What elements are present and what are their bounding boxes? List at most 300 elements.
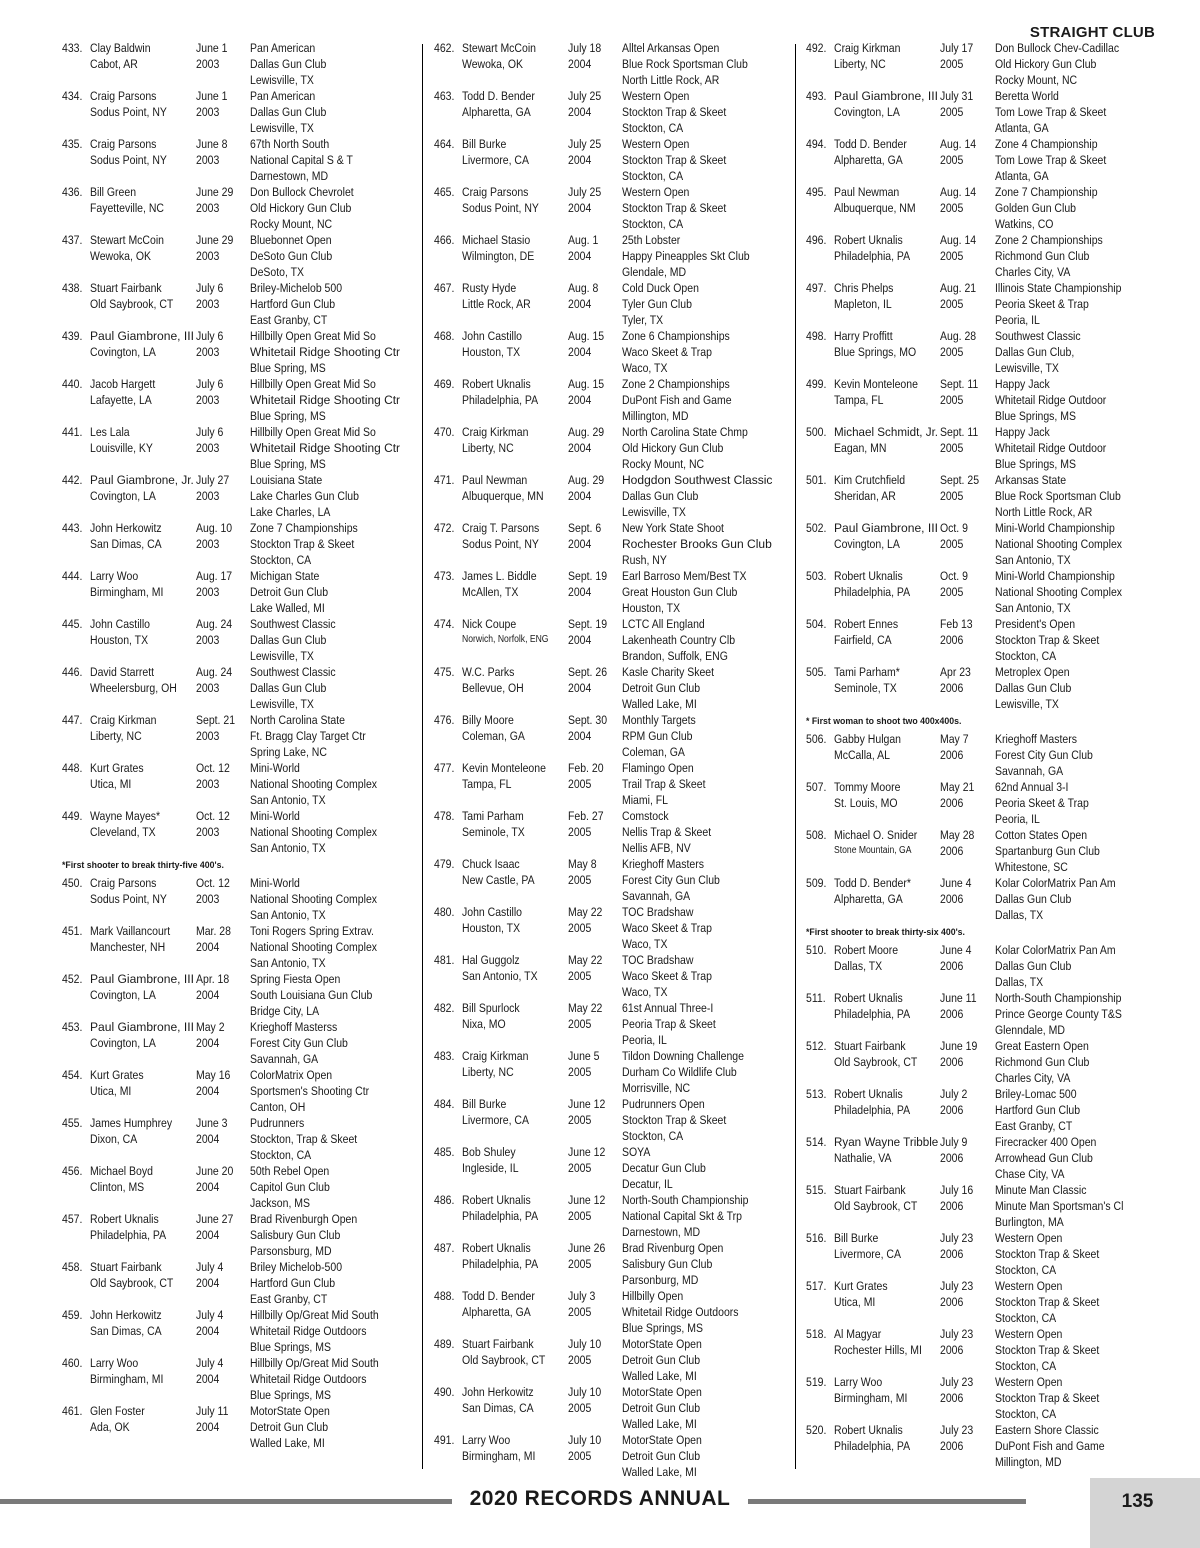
- record-date: Apr. 18: [196, 972, 230, 986]
- club-location: Decatur, IL: [622, 1177, 673, 1191]
- shooter-hometown: Albuquerque, NM: [834, 201, 916, 215]
- record-entry: [62, 875, 407, 923]
- club-name: Forest City Gun Club: [995, 748, 1093, 762]
- club-location: Lewisville, TX: [622, 505, 686, 519]
- club-name: Whitetail Ridge Outdoors: [250, 1324, 367, 1338]
- record-year: 2005: [940, 345, 964, 359]
- record-number: 438.: [62, 281, 83, 295]
- record-entry: [434, 1000, 789, 1048]
- event-name: Cotton States Open: [995, 828, 1088, 842]
- event-name: Don Bullock Chevrolet: [250, 185, 354, 199]
- record-entry: [434, 808, 789, 856]
- club-location: Lewisville, TX: [995, 697, 1059, 711]
- record-year: 2005: [568, 777, 592, 791]
- record-number: 506.: [806, 732, 827, 746]
- shooter-hometown: Tampa, FL: [462, 777, 512, 791]
- club-name: RPM Gun Club: [622, 729, 693, 743]
- record-year: 2003: [196, 393, 220, 407]
- club-name: Whitetail Ridge Shooting Ctr: [250, 441, 401, 455]
- club-name: Richmond Gun Club: [995, 1055, 1090, 1069]
- shooter-hometown: Nixa, MO: [462, 1017, 506, 1031]
- record-date: June 12: [568, 1097, 606, 1111]
- event-name: Illinois State Championship: [995, 281, 1122, 295]
- record-entry: [434, 376, 789, 424]
- record-date: Feb. 27: [568, 809, 604, 823]
- club-name: Whitetail Ridge Outdoors: [622, 1305, 739, 1319]
- shooter-hometown: Birmingham, MI: [834, 1391, 908, 1405]
- record-entry: [806, 731, 1161, 779]
- page-number: 135: [1121, 1491, 1154, 1512]
- record-date: June 5: [568, 1049, 600, 1063]
- shooter-hometown: Philadelphia, PA: [462, 393, 539, 407]
- club-name: Ft. Bragg Clay Target Ctr: [250, 729, 366, 743]
- shooter-hometown: Covington, LA: [90, 489, 156, 503]
- record-year: 2004: [568, 153, 592, 167]
- record-number: 519.: [806, 1375, 827, 1389]
- club-name: Stockton Trap & Skeet: [622, 1113, 727, 1127]
- record-number: 498.: [806, 329, 827, 343]
- shooter-hometown: Lafayette, LA: [90, 393, 152, 407]
- record-number: 490.: [434, 1385, 455, 1399]
- record-entry: [434, 472, 789, 520]
- record-entry: [62, 1019, 407, 1067]
- club-location: San Antonio, TX: [995, 601, 1071, 615]
- event-name: 67th North South: [250, 137, 330, 151]
- record-entry: [62, 136, 407, 184]
- record-number: 449.: [62, 809, 83, 823]
- club-name: Decatur Gun Club: [622, 1161, 706, 1175]
- record-entry: [434, 88, 789, 136]
- record-entry: [62, 232, 407, 280]
- record-date: June 27: [196, 1212, 234, 1226]
- record-entry: [62, 88, 407, 136]
- event-name: Michigan State: [250, 569, 320, 583]
- shooter-name: Mark Vaillancourt: [90, 924, 171, 938]
- shooter-name: Jacob Hargett: [90, 377, 156, 391]
- event-name: Toni Rogers Spring Extrav.: [250, 924, 374, 938]
- club-location: Jackson, MS: [250, 1196, 310, 1210]
- club-location: Savannah, GA: [622, 889, 691, 903]
- club-name: National Capital S & T: [250, 153, 353, 167]
- record-entry: [806, 1086, 1161, 1134]
- record-year: 2004: [568, 489, 592, 503]
- event-name: Western Open: [622, 137, 690, 151]
- shooter-name: Craig Parsons: [90, 876, 157, 890]
- shooter-hometown: Birmingham, MI: [90, 585, 164, 599]
- record-number: 477.: [434, 761, 455, 775]
- record-date: Oct. 9: [940, 521, 968, 535]
- shooter-name: Paul Newman: [834, 185, 900, 199]
- club-name: Prince George County T&S: [995, 1007, 1122, 1021]
- club-location: Stockton, CA: [250, 553, 312, 567]
- shooter-name: John Herkowitz: [90, 1308, 162, 1322]
- record-date: Feb 13: [940, 617, 973, 631]
- event-name: Mini-World: [250, 876, 300, 890]
- shooter-hometown: Livermore, CA: [462, 153, 529, 167]
- club-location: North Little Rock, AR: [622, 73, 720, 87]
- record-entry: [434, 40, 789, 88]
- club-name: Spartanburg Gun Club: [995, 844, 1100, 858]
- record-year: 2004: [196, 1228, 220, 1242]
- record-date: Oct. 9: [940, 569, 968, 583]
- record-date: July 6: [196, 425, 224, 439]
- club-location: Burlington, MA: [995, 1215, 1064, 1229]
- club-location: Whitestone, SC: [995, 860, 1068, 874]
- club-location: Charles City, VA: [995, 265, 1071, 279]
- record-date: July 6: [196, 329, 224, 343]
- event-name: Bluebonnet Open: [250, 233, 332, 247]
- club-location: Blue Springs, MS: [995, 457, 1076, 471]
- record-date: July 11: [196, 1404, 229, 1418]
- event-name: Western Open: [622, 185, 690, 199]
- club-location: Peoria, IL: [622, 1033, 667, 1047]
- record-date: July 6: [196, 281, 224, 295]
- record-year: 2005: [568, 1161, 592, 1175]
- record-year: 2005: [568, 1113, 592, 1127]
- shooter-name: Bill Burke: [462, 1097, 507, 1111]
- shooter-hometown: Coleman, GA: [462, 729, 525, 743]
- club-name: Stockton Trap & Skeet: [622, 201, 727, 215]
- club-name: Dallas Gun Club: [250, 681, 327, 695]
- record-number: 514.: [806, 1135, 827, 1149]
- record-number: 515.: [806, 1183, 827, 1197]
- record-number: 448.: [62, 761, 83, 775]
- record-year: 2006: [940, 681, 964, 695]
- club-location: Lake Charles, LA: [250, 505, 331, 519]
- record-year: 2004: [196, 940, 220, 954]
- record-year: 2004: [196, 1132, 220, 1146]
- record-number: 457.: [62, 1212, 83, 1226]
- footer-rule-right: [748, 1499, 1026, 1504]
- record-year: 2005: [568, 921, 592, 935]
- event-name: Beretta World: [995, 89, 1059, 103]
- shooter-name: Rusty Hyde: [462, 281, 517, 295]
- shooter-hometown: Alpharetta, GA: [462, 1305, 531, 1319]
- club-name: Dallas Gun Club: [250, 633, 327, 647]
- record-year: 2004: [568, 585, 592, 599]
- record-number: 470.: [434, 425, 455, 439]
- club-location: Lake Walled, MI: [250, 601, 325, 615]
- shooter-name: Larry Woo: [462, 1433, 511, 1447]
- club-name: Lake Charles Gun Club: [250, 489, 359, 503]
- club-location: Walled Lake, MI: [622, 1369, 697, 1383]
- record-year: 2005: [940, 537, 964, 551]
- record-date: July 25: [568, 137, 602, 151]
- event-name: 50th Rebel Open: [250, 1164, 330, 1178]
- shooter-name: Robert Uknalis: [834, 233, 903, 247]
- record-date: Sept. 6: [568, 521, 602, 535]
- record-date: Aug. 17: [196, 569, 233, 583]
- event-name: Mini-World: [250, 809, 300, 823]
- record-date: June 3: [196, 1116, 228, 1130]
- record-number: 474.: [434, 617, 455, 631]
- record-year: 2006: [940, 796, 964, 810]
- shooter-hometown: Fayetteville, NC: [90, 201, 164, 215]
- event-name: TOC Bradshaw: [622, 953, 694, 967]
- record-year: 2005: [940, 201, 964, 215]
- event-name: Zone 7 Championship: [995, 185, 1098, 199]
- event-name: Krieghoff Masters: [622, 857, 704, 871]
- footnote: *First shooter to break thirty-five 400's.: [62, 860, 224, 871]
- event-name: LCTC All England: [622, 617, 705, 631]
- shooter-hometown: Old Saybrook, CT: [834, 1055, 918, 1069]
- event-name: Pudrunners Open: [622, 1097, 705, 1111]
- record-year: 2004: [568, 441, 592, 455]
- record-number: 497.: [806, 281, 827, 295]
- record-number: 501.: [806, 473, 827, 487]
- shooter-hometown: San Dimas, CA: [90, 537, 162, 551]
- shooter-hometown: Eagan, MN: [834, 441, 887, 455]
- shooter-hometown: Louisville, KY: [90, 441, 153, 455]
- club-name: Tom Lowe Trap & Skeet: [995, 153, 1107, 167]
- shooter-name: Glen Foster: [90, 1404, 145, 1418]
- club-location: Morrisville, NC: [622, 1081, 691, 1095]
- shooter-name: Michael Boyd: [90, 1164, 153, 1178]
- record-year: 2003: [196, 892, 220, 906]
- record-year: 2006: [940, 1055, 964, 1069]
- shooter-name: Kurt Grates: [90, 1068, 144, 1082]
- club-name: Whitetail Ridge Outdoor: [995, 441, 1107, 455]
- record-year: 2006: [940, 1007, 964, 1021]
- record-year: 2004: [568, 249, 592, 263]
- shooter-name: Bill Spurlock: [462, 1001, 520, 1015]
- club-name: Peoria Skeet & Trap: [995, 297, 1089, 311]
- club-location: Lewisville, TX: [995, 361, 1059, 375]
- club-location: Stockton, CA: [622, 1129, 684, 1143]
- shooter-name: Craig T. Parsons: [462, 521, 540, 535]
- shooter-name: Stewart McCoin: [462, 41, 536, 55]
- shooter-name: Kurt Grates: [834, 1279, 888, 1293]
- record-number: 475.: [434, 665, 455, 679]
- record-year: 2004: [568, 201, 592, 215]
- shooter-hometown: Covington, LA: [90, 988, 156, 1002]
- record-number: 504.: [806, 617, 827, 631]
- club-location: Walled Lake, MI: [622, 697, 697, 711]
- record-date: June 26: [568, 1241, 606, 1255]
- record-entry: [434, 1336, 789, 1384]
- record-date: Feb. 20: [568, 761, 604, 775]
- event-name: 62nd Annual 3-I: [995, 780, 1069, 794]
- shooter-name: Nick Coupe: [462, 617, 517, 631]
- club-location: Blue Spring, MS: [250, 457, 326, 471]
- record-entry: [806, 1278, 1161, 1326]
- event-name: Krieghoff Masters: [995, 732, 1077, 746]
- record-number: 465.: [434, 185, 455, 199]
- event-name: Briley-Lomac 500: [995, 1087, 1077, 1101]
- shooter-name: Michael Stasio: [462, 233, 531, 247]
- shooter-hometown: Livermore, CA: [462, 1113, 529, 1127]
- club-location: Blue Springs, MS: [250, 1340, 331, 1354]
- record-date: July 3: [568, 1289, 596, 1303]
- event-name: 61st Annual Three-I: [622, 1001, 714, 1015]
- club-location: Rocky Mount, NC: [250, 217, 333, 231]
- record-year: 2005: [568, 1401, 592, 1415]
- event-name: Pan American: [250, 41, 316, 55]
- club-name: Minute Man Sportsman's Cl: [995, 1199, 1124, 1213]
- shooter-name: Chris Phelps: [834, 281, 894, 295]
- record-year: 2004: [196, 1036, 220, 1050]
- club-name: Detroit Gun Club: [250, 585, 329, 599]
- record-year: 2005: [568, 1305, 592, 1319]
- record-entry: [434, 1384, 789, 1432]
- record-entry: [434, 1432, 789, 1480]
- records-column-3: [806, 40, 1161, 1470]
- event-name: Firecracker 400 Open: [995, 1135, 1097, 1149]
- record-number: 467.: [434, 281, 455, 295]
- event-name: Hillbilly Open Great Mid So: [250, 377, 376, 391]
- event-name: Brad Rivenburg Open: [622, 1241, 724, 1255]
- record-number: 444.: [62, 569, 83, 583]
- record-year: 2006: [940, 1199, 964, 1213]
- event-name: Krieghoff Masterss: [250, 1020, 338, 1034]
- record-date: Aug. 29: [568, 473, 605, 487]
- record-date: Aug. 21: [940, 281, 977, 295]
- club-location: Chase City, VA: [995, 1167, 1065, 1181]
- event-name: Kolar ColorMatrix Pan Am: [995, 943, 1116, 957]
- record-date: July 31: [940, 89, 974, 103]
- record-entry: [62, 1067, 407, 1115]
- club-name: Stockton, Trap & Skeet: [250, 1132, 358, 1146]
- record-number: 512.: [806, 1039, 827, 1053]
- shooter-hometown: Wilmington, DE: [462, 249, 535, 263]
- shooter-name: W.C. Parks: [462, 665, 515, 679]
- shooter-name: Stuart Fairbank: [90, 1260, 162, 1274]
- shooter-hometown: Philadelphia, PA: [462, 1209, 539, 1223]
- record-year: 2005: [940, 153, 964, 167]
- club-name: National Shooting Complex: [995, 585, 1123, 599]
- record-date: July 25: [568, 89, 602, 103]
- record-year: 2006: [940, 1247, 964, 1261]
- event-name: Earl Barroso Mem/Best TX: [622, 569, 747, 583]
- record-year: 2004: [568, 537, 592, 551]
- shooter-name: Robert Uknalis: [834, 991, 903, 1005]
- record-number: 511.: [806, 991, 826, 1005]
- record-number: 440.: [62, 377, 83, 391]
- club-name: Whitetail Ridge Outdoor: [995, 393, 1107, 407]
- club-location: Blue Springs, MS: [250, 1388, 331, 1402]
- event-name: Eastern Shore Classic: [995, 1423, 1099, 1437]
- record-date: July 23: [940, 1231, 974, 1245]
- shooter-hometown: Norwich, Norfolk, ENG: [462, 634, 549, 645]
- shooter-hometown: Birmingham, MI: [462, 1449, 536, 1463]
- event-name: Zone 7 Championships: [250, 521, 358, 535]
- record-entry: [806, 1422, 1161, 1470]
- event-name: New York State Shoot: [622, 521, 724, 535]
- record-year: 2003: [196, 633, 220, 647]
- record-number: 463.: [434, 89, 455, 103]
- club-location: Dallas, TX: [995, 908, 1044, 922]
- footnote: *First shooter to break thirty-six 400's.: [806, 927, 965, 938]
- record-year: 2006: [940, 959, 964, 973]
- club-name: Great Houston Gun Club: [622, 585, 738, 599]
- record-year: 2004: [568, 393, 592, 407]
- club-name: Peoria Skeet & Trap: [995, 796, 1089, 810]
- record-entry: [62, 1115, 407, 1163]
- shooter-hometown: Bellevue, OH: [462, 681, 524, 695]
- record-date: Sept. 30: [568, 713, 608, 727]
- record-date: May 22: [568, 905, 603, 919]
- shooter-name: Kevin Monteleone: [834, 377, 918, 391]
- record-number: 479.: [434, 857, 455, 871]
- record-year: 2004: [568, 729, 592, 743]
- record-date: June 20: [196, 1164, 234, 1178]
- shooter-hometown: Liberty, NC: [90, 729, 142, 743]
- shooter-name: Robert Uknalis: [834, 1423, 903, 1437]
- club-location: San Antonio, TX: [250, 908, 326, 922]
- shooter-hometown: Liberty, NC: [462, 1065, 514, 1079]
- event-name: Mini-World: [250, 761, 300, 775]
- shooter-name: Michael O. Snider: [834, 828, 918, 842]
- record-number: 491.: [434, 1433, 455, 1447]
- shooter-hometown: Sodus Point, NY: [90, 153, 167, 167]
- shooter-name: Robert Moore: [834, 943, 899, 957]
- club-name: Dallas Gun Club: [995, 959, 1072, 973]
- record-entry: [434, 1288, 789, 1336]
- event-name: MotorState Open: [622, 1433, 702, 1447]
- shooter-name: Tami Parham*: [834, 665, 900, 679]
- event-name: North Carolina State: [250, 713, 345, 727]
- club-name: National Shooting Complex: [250, 892, 378, 906]
- shooter-name: Stuart Fairbank: [834, 1183, 906, 1197]
- event-name: Briley-Michelob 500: [250, 281, 343, 295]
- shooter-name: Paul Newman: [462, 473, 528, 487]
- record-entry: [434, 904, 789, 952]
- club-location: Tyler, TX: [622, 313, 664, 327]
- club-location: Peoria, IL: [995, 812, 1040, 826]
- event-name: Mini-World Championship: [995, 521, 1115, 535]
- club-location: Stockton, CA: [622, 217, 684, 231]
- shooter-name: Robert Uknalis: [90, 1212, 159, 1226]
- event-name: Western Open: [622, 89, 690, 103]
- record-number: 472.: [434, 521, 455, 535]
- record-date: July 4: [196, 1356, 224, 1370]
- shooter-name: Todd D. Bender: [462, 1289, 535, 1303]
- record-entry: [806, 1374, 1161, 1422]
- event-name: ColorMatrix Open: [250, 1068, 333, 1082]
- event-name: Hillbilly Open Great Mid So: [250, 425, 376, 439]
- record-entry: [62, 472, 407, 520]
- shooter-hometown: Tampa, FL: [834, 393, 884, 407]
- event-name: Mini-World Championship: [995, 569, 1115, 583]
- club-name: Dallas Gun Club: [995, 681, 1072, 695]
- record-number: 496.: [806, 233, 827, 247]
- shooter-hometown: Sodus Point, NY: [90, 105, 167, 119]
- club-location: Stockton, CA: [250, 1148, 312, 1162]
- record-year: 2003: [196, 153, 220, 167]
- club-name: Old Hickory Gun Club: [995, 57, 1097, 71]
- shooter-name: Bill Burke: [462, 137, 507, 151]
- record-date: June 4: [940, 943, 972, 957]
- record-year: 2005: [568, 1209, 592, 1223]
- record-entry: [806, 328, 1161, 376]
- shooter-hometown: McAllen, TX: [462, 585, 519, 599]
- club-name: DeSoto Gun Club: [250, 249, 333, 263]
- record-year: 2005: [940, 57, 964, 71]
- record-number: 468.: [434, 329, 455, 343]
- shooter-name: Todd D. Bender: [462, 89, 535, 103]
- club-name: Sportsmen's Shooting Ctr: [250, 1084, 370, 1098]
- event-name: Zone 2 Championships: [622, 377, 730, 391]
- club-location: Lewisville, TX: [250, 73, 314, 87]
- record-entry: [806, 88, 1161, 136]
- club-name: Durham Co Wildlife Club: [622, 1065, 737, 1079]
- club-location: Stockton, CA: [622, 121, 684, 135]
- record-entry: [806, 280, 1161, 328]
- club-name: Nellis Trap & Skeet: [622, 825, 712, 839]
- record-year: 2005: [940, 105, 964, 119]
- record-number: 510.: [806, 943, 827, 957]
- club-name: Stockton Trap & Skeet: [622, 153, 727, 167]
